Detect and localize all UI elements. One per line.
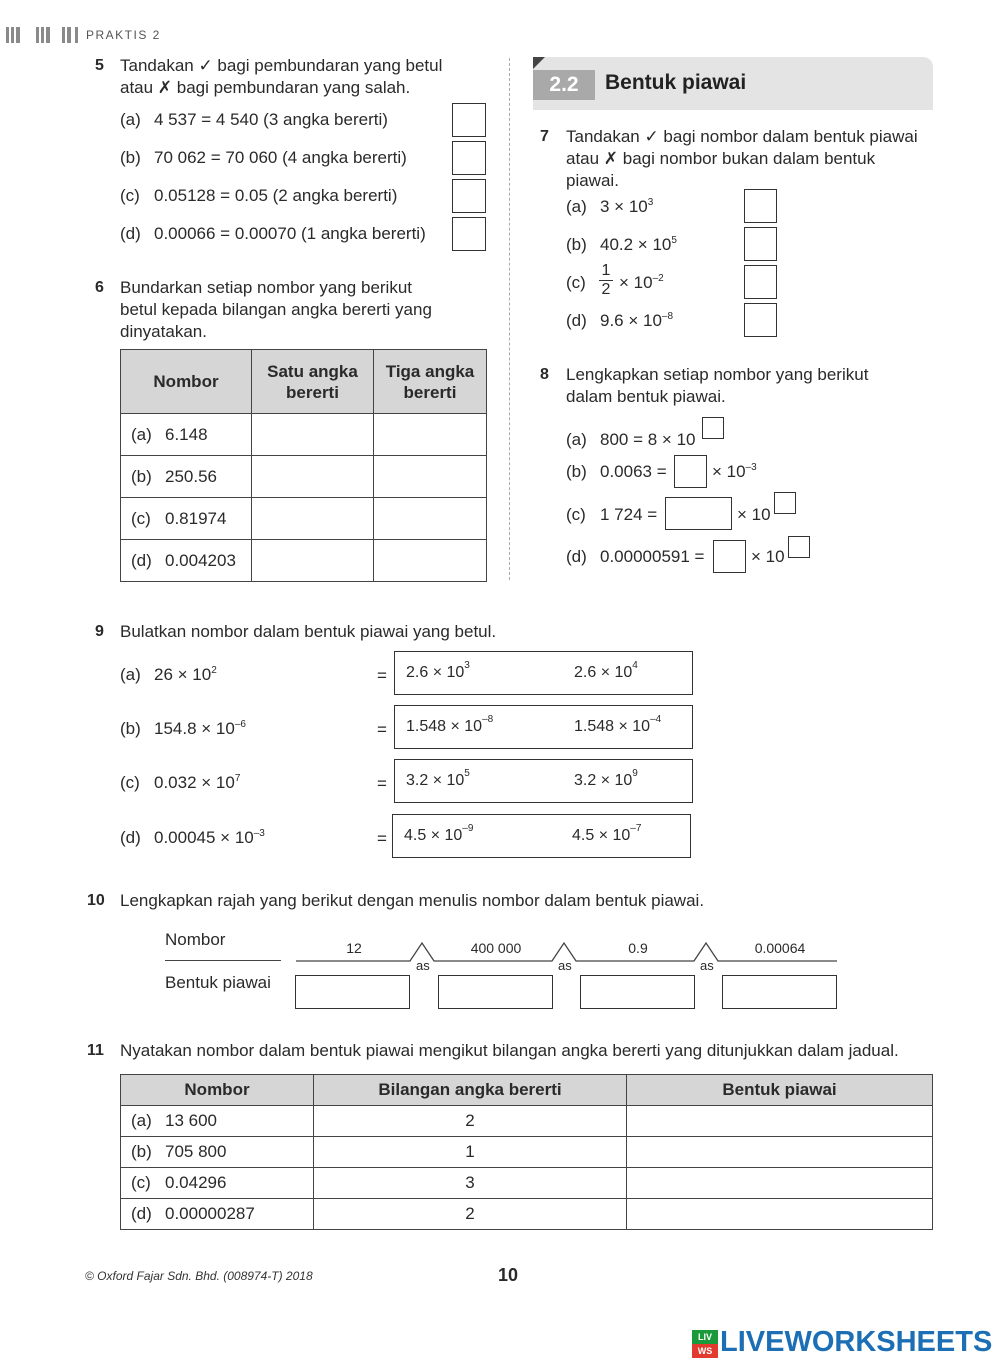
q10-answer-4[interactable] [722,975,837,1009]
q7-number: 7 [540,128,549,145]
q5-answer-box-c[interactable] [452,179,486,213]
q5-number: 5 [95,57,104,74]
q9-choice-a1[interactable]: $2.6 \times 10^3$ [406,660,470,681]
q10-as-3: as [700,958,714,973]
q8-answer-b[interactable] [674,455,707,488]
table-row: (a) 6.148 [121,414,487,456]
q9-choice-a2[interactable]: $2.6 \times 10^4$ [574,660,638,681]
q10-answer-1[interactable] [295,975,410,1009]
header-bars [6,27,78,43]
q7-answer-box-c[interactable] [744,265,777,299]
q6-header-tiga: Tiga angka bererti [374,350,487,414]
q8-item-a: (a) 800 = 8 × 10 [566,430,696,449]
q11-header-bentuk: Bentuk piawai [627,1075,933,1106]
q8-item-d-rest: × 10 [751,547,785,566]
q11-header-bilangan: Bilangan angka bererti [314,1075,627,1106]
q9-choice-b1[interactable]: $1.548 \times 10^{-8}$ [406,714,494,735]
q11-number: 11 [87,1042,104,1059]
copyright: © Oxford Fajar Sdn. Bhd. (008974-T) 2018 [85,1269,313,1283]
q9-choices-b [394,705,693,749]
section-title: Bentuk piawai [605,71,747,94]
q8-item-c: (c) 1 724 = [566,505,658,524]
q10-number: 10 [87,892,105,909]
q6-answer-cell[interactable] [374,414,487,456]
q9-item-d: (d) $0.00045 \times 10^{-3}$ [120,828,265,847]
q9-choice-c1[interactable]: $3.2 \times 10^5$ [406,768,470,789]
q8-answer-d[interactable] [713,540,746,573]
q10-number-1: 12 [346,940,362,956]
q10-row-label-nombor: Nombor [165,930,226,949]
q9-equals-b: = [377,720,387,739]
q8-item-b-rest: × $10^{-3}$ [712,462,757,481]
table-row: (c) 0.81974 [121,498,487,540]
q11-instructions: Nyatakan nombor dalam bentuk piawai mengikut bilangan angka bererti yang ditunjukkan dalam jadual. [120,1041,899,1060]
table-row: (b) 705 800 1 [121,1137,933,1168]
q9-choice-d1[interactable]: $4.5 \times 10^{-9}$ [404,823,474,844]
q10-number-4: 0.00064 [754,940,806,956]
q9-item-b: (b) $154.8 \times 10^{-6}$ [120,719,246,738]
table-row: (d) 0.00000287 2 [121,1199,933,1230]
q8-answer-exp-a[interactable] [702,417,724,439]
q6-instructions: Bundarkan setiap nombor yang berikut betul kepada bilangan angka bererti yang dinyatakan. [120,278,432,341]
section-number: 2.2 [533,70,595,100]
q9-instructions: Bulatkan nombor dalam bentuk piawai yang betul. [120,622,497,641]
q8-number: 8 [540,366,549,383]
q7-answer-box-d[interactable] [744,303,777,337]
q8-instructions: Lengkapkan setiap nombor yang berikut dalam bentuk piawai. [566,365,869,406]
q9-equals-c: = [377,774,387,793]
q7-instructions: Tandakan ✓ bagi nombor dalam bentuk piawai atau ✗ bagi nombor bukan dalam bentuk piawai. [566,127,918,190]
q6-answer-cell[interactable] [252,498,374,540]
q11-answer-cell[interactable] [627,1106,933,1137]
column-divider [509,58,510,580]
q7-item-b: (b) $40.2 \times 10^5$ [566,235,677,254]
q8-item-d: (d) 0.00000591 = [566,547,705,566]
q6-answer-cell[interactable] [374,456,487,498]
q5-answer-box-a[interactable] [452,103,486,137]
q6-answer-cell[interactable] [252,540,374,582]
q6-answer-cell[interactable] [374,498,487,540]
q6-header-nombor: Nombor [121,350,252,414]
q7-answer-box-b[interactable] [744,227,777,261]
q10-as-1: as [416,958,430,973]
section-corner [533,57,545,69]
q8-answer-exp-d[interactable] [788,536,810,558]
liveworksheets-logo[interactable]: LIVEWORKSHEETS [720,1326,993,1358]
q9-number: 9 [95,623,104,640]
q10-answer-2[interactable] [438,975,553,1009]
table-row: (c) 0.04296 3 [121,1168,933,1199]
q11-answer-cell[interactable] [627,1137,933,1168]
q7-item-c-rest: × $10^{-2}$ [619,273,664,292]
q11-answer-cell[interactable] [627,1168,933,1199]
q10-number-2: 400 000 [470,940,522,956]
q8-item-c-rest: × 10 [737,505,771,524]
q7-item-c: (c) [566,273,586,292]
q7-item-d: (d) $9.6 \times 10^{-8}$ [566,311,674,330]
q5-item-d: (d) 0.00066 = 0.00070 (1 angka bererti) [120,224,426,243]
q11-table [120,1074,933,1230]
q9-item-a: (a) $26 \times 10^2$ [120,665,217,684]
q9-equals-a: = [377,666,387,685]
q10-instructions: Lengkapkan rajah yang berikut dengan menulis nombor dalam bentuk piawai. [120,891,705,910]
table-row: (d) 0.004203 [121,540,487,582]
q10-number-3: 0.9 [628,940,648,956]
q8-item-b: (b) 0.0063 = [566,462,667,481]
q9-choices-c [394,759,693,803]
q7-item-a: (a) $3 \times 10^3$ [566,197,654,216]
q9-item-c: (c) $0.032 \times 10^7$ [120,773,241,792]
q11-answer-cell[interactable] [627,1199,933,1230]
liveworksheets-logo-icon: LIV WS [692,1330,718,1358]
page-number: 10 [498,1265,519,1285]
praktis-label: PRAKTIS 2 [86,28,161,42]
q8-answer-exp-c[interactable] [774,492,796,514]
q6-answer-cell[interactable] [374,540,487,582]
q5-answer-box-d[interactable] [452,217,486,251]
q5-item-a: (a) 4 537 = 4 540 (3 angka bererti) [120,110,388,129]
q6-header-satu: Satu angka bererti [252,350,374,414]
table-row: (b) 250.56 [121,456,487,498]
q5-answer-box-b[interactable] [452,141,486,175]
q9-choice-d2[interactable]: $4.5 \times 10^{-7}$ [572,823,642,844]
table-row: (a) 13 600 2 [121,1106,933,1137]
q5-item-b: (b) 70 062 = 70 060 (4 angka bererti) [120,148,407,167]
q6-answer-cell[interactable] [252,456,374,498]
q9-choice-c2[interactable]: $3.2 \times 10^9$ [574,768,638,789]
q9-equals-d: = [377,829,387,848]
q10-answer-3[interactable] [580,975,695,1009]
q10-label-line [165,960,281,961]
q11-header-nombor: Nombor [121,1075,314,1106]
q5-item-c: (c) 0.05128 = 0.05 (2 angka bererti) [120,186,398,205]
q10-as-2: as [558,958,572,973]
q9-choice-b2[interactable]: $1.548 \times 10^{-4}$ [574,714,662,735]
q8-answer-c[interactable] [665,497,732,530]
q6-answer-cell[interactable] [252,414,374,456]
q7-answer-box-a[interactable] [744,189,777,223]
q6-table [120,349,487,582]
q7-fraction: 1 2 [599,262,613,299]
q5-instructions: Tandakan ✓ bagi pembundaran yang betul atau ✗ bagi pembundaran yang salah. [120,56,443,97]
q6-number: 6 [95,279,104,296]
q9-choices-d [392,814,691,858]
q10-row-label-bentuk: Bentuk piawai [165,973,271,992]
q9-choices-a [394,651,693,695]
